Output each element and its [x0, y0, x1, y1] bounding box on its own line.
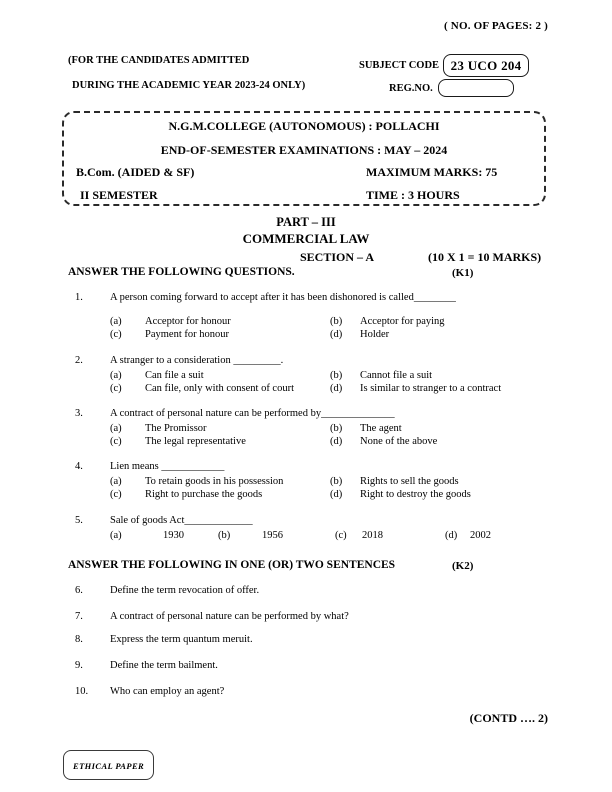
mcq-question-5: [75, 514, 574, 542]
k2-label: (K2): [452, 560, 474, 572]
option-text: 2002: [470, 529, 491, 541]
option-label: (c): [110, 329, 122, 340]
option-label: (c): [110, 383, 122, 394]
subject-code-label: SUBJECT CODE: [359, 60, 440, 71]
section-a-title: SECTION – A: [300, 250, 375, 264]
option-label: (c): [110, 489, 122, 500]
option-text: Acceptor for paying: [360, 315, 445, 327]
option-text: Acceptor for honour: [145, 315, 231, 327]
options-block: [110, 475, 574, 502]
question-text: A person coming forward to accept after it has been dishonored is called________: [110, 292, 456, 303]
option-label: (c): [110, 436, 122, 447]
question-text: Who can employ an agent?: [110, 686, 225, 697]
regno-row: [389, 79, 514, 97]
options-block: [110, 315, 574, 342]
option-text: The agent: [360, 422, 402, 434]
section-a-marks: (10 X 1 = 10 MARKS): [428, 250, 542, 264]
option-label: (b): [330, 369, 343, 381]
question-text: A stranger to a consideration _________.: [110, 355, 284, 366]
question-number: 3.: [75, 408, 83, 419]
options-block: [110, 422, 574, 449]
option-label: (b): [330, 422, 343, 434]
option-label: (b): [330, 475, 343, 487]
short-question-6: [75, 584, 574, 598]
question-text: A contract of personal nature can be performed by______________: [110, 408, 395, 419]
part-title: PART – III: [276, 215, 336, 229]
option-label: (a): [110, 369, 122, 381]
short-question-9: [75, 659, 574, 673]
option-label: (d): [330, 329, 343, 340]
no-of-pages-note: ( NO. OF PAGES: 2 ): [443, 20, 548, 32]
paper-subject-title: COMMERCIAL LAW: [242, 231, 370, 246]
option-label: (b): [330, 315, 343, 327]
option-label: (c): [335, 529, 347, 541]
short-question-8: [75, 633, 574, 647]
mcq-question-4: [75, 460, 574, 502]
option-label: (a): [110, 422, 122, 434]
option-label: (a): [110, 475, 122, 487]
option-text: None of the above: [360, 436, 438, 447]
option-text: Is similar to stranger to a contract: [360, 383, 502, 394]
candidates-admitted-line2: DURING THE ACADEMIC YEAR 2023-24 ONLY): [72, 80, 306, 91]
semester: II SEMESTER: [80, 188, 158, 202]
option-text: Can file, only with consent of court: [145, 383, 295, 394]
option-label: (d): [330, 436, 343, 447]
ethical-paper-label: ETHICAL PAPER: [73, 761, 145, 771]
question-number: 8.: [75, 634, 83, 645]
contd-note: (CONTD …. 2): [469, 711, 548, 725]
subject-code-row: [359, 54, 529, 77]
k1-label: (K1): [452, 267, 474, 279]
option-label: (d): [330, 383, 343, 394]
option-text: Holder: [360, 329, 390, 340]
maximum-marks: MAXIMUM MARKS: 75: [366, 165, 498, 179]
question-number: 2.: [75, 355, 83, 366]
regno-blank-box: [438, 79, 514, 97]
options-block: [110, 529, 574, 543]
option-text: The legal representative: [145, 436, 246, 447]
question-text: Sale of goods Act_____________: [110, 515, 253, 526]
question-text: Define the term bailment.: [110, 660, 218, 671]
course-marks-row: [64, 166, 544, 178]
question-number: 5.: [75, 515, 83, 526]
mcq-question-3: [75, 407, 574, 449]
question-number: 9.: [75, 660, 83, 671]
short-question-10: [75, 685, 574, 699]
option-text: Can file a suit: [145, 369, 204, 381]
subject-code-box: 23 UCO 204: [443, 54, 529, 77]
exam-time: TIME : 3 HOURS: [366, 188, 460, 202]
question-text: Lien means ____________: [110, 461, 225, 472]
option-text: Payment for honour: [145, 329, 229, 340]
question-text: A contract of personal nature can be performed by what?: [110, 611, 349, 622]
option-text: Rights to sell the goods: [360, 475, 459, 487]
question-number: 1.: [75, 292, 83, 303]
semester-time-row: [64, 189, 544, 201]
question-text: Express the term quantum meruit.: [110, 634, 253, 645]
option-text: Right to destroy the goods: [360, 489, 471, 500]
short-question-7: [75, 610, 574, 624]
exam-header-box: [62, 111, 546, 206]
ethical-paper-box: [63, 750, 154, 780]
k1-heading: ANSWER THE FOLLOWING QUESTIONS.: [68, 266, 295, 278]
question-number: 10.: [75, 686, 89, 697]
option-text: Cannot file a suit: [360, 369, 433, 381]
question-number: 6.: [75, 585, 83, 596]
question-number: 7.: [75, 611, 83, 622]
options-block: [110, 369, 574, 396]
option-text: To retain goods in his possession: [145, 475, 284, 487]
question-number: 4.: [75, 461, 83, 472]
option-text: Right to purchase the goods: [145, 489, 263, 500]
mcq-question-2: [75, 354, 574, 396]
mcq-question-1: [75, 291, 574, 342]
option-label: (a): [110, 529, 122, 541]
option-label: (b): [218, 529, 231, 541]
candidates-admitted-line1: (FOR THE CANDIDATES ADMITTED: [68, 55, 250, 66]
option-label: (a): [110, 315, 122, 327]
option-label: (d): [330, 489, 343, 500]
option-text: 2018: [362, 529, 383, 541]
option-text: 1930: [163, 529, 184, 541]
exam-title: END-OF-SEMESTER EXAMINATIONS : MAY – 2024: [160, 143, 448, 157]
regno-label: REG.NO.: [389, 82, 433, 94]
course-name: B.Com. (AIDED & SF): [76, 165, 195, 179]
option-label: (d): [445, 529, 458, 541]
option-text: 1956: [262, 529, 283, 541]
college-name: N.G.M.COLLEGE (AUTONOMOUS) : POLLACHI: [168, 119, 440, 133]
option-text: The Promissor: [145, 422, 207, 434]
question-text: Define the term revocation of offer.: [110, 585, 260, 596]
k2-heading: ANSWER THE FOLLOWING IN ONE (OR) TWO SENTENCES: [68, 559, 396, 571]
